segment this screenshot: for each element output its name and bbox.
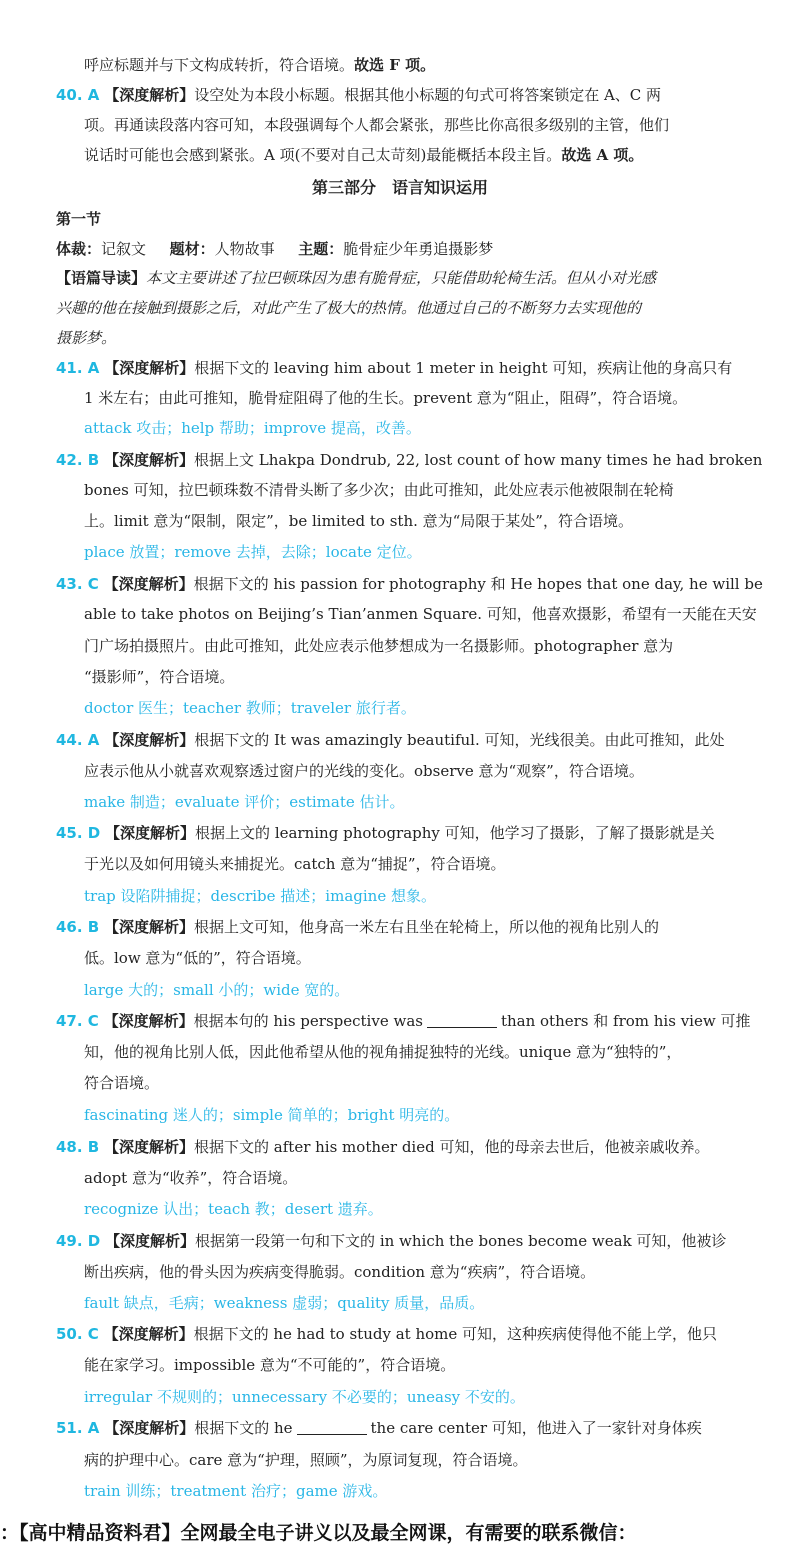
passage-meta [56,238,493,259]
analysis-tag: 【深度解析】 [104,359,195,377]
analysis-tag: 【深度解析】 [103,1012,194,1030]
question-51 [56,1418,702,1438]
analysis-text: 断出疾病，他的骨头因为疾病变得脆弱。condition 意为“疾病”，符合语境。 [84,1263,596,1281]
analysis-text: 门广场拍摄照片。由此可推知，此处应表示他梦想成为一名摄影师。photographer 意为 [84,637,674,655]
analysis-tag: 【深度解析】 [103,1325,194,1343]
answer-choice: 故选 F 项。 [354,56,436,74]
distractor-text: irregular 不规则的；unnecessary 不必要的；uneasy 不安的。 [84,1388,525,1406]
answer-blank [297,1434,367,1435]
question-number: 42. B [56,451,100,469]
analysis-text: 根据本句的 his perspective was [193,1012,423,1030]
analysis-text: 项。再通读段落内容可知，本段强调每个人都会紧张，那些比你高很多级别的主管，他们 [84,116,670,134]
footer-banner: ：【高中精品资料君】全网最全电子讲义以及最全网课，有需要的联系微信： [0,1522,637,1544]
topic-value: 人物故事 [214,240,275,258]
analysis-text: 根据下文的 leaving him about 1 meter in height 可知，疾病让他的身高只有 [194,359,733,377]
question-49 [56,1231,726,1251]
question-43 [56,574,763,594]
analysis-text: 根据下文的 after his mother died 可知，他的母亲去世后，他被亲戚收养。 [194,1138,710,1156]
analysis-tag: 【深度解析】 [104,918,195,936]
question-50 [56,1324,717,1344]
text: 说话时可能也会感到紧张。A 项(不要对自己太苛刻)最能概括本段主旨。 [84,146,562,164]
question-44 [56,730,725,750]
question-number: 45. D [56,824,101,842]
analysis-text: the care center 可知，他进入了一家针对身体疾 [370,1419,702,1437]
theme-label: 主题： [298,240,344,258]
analysis-text: 能在家学习。impossible 意为“不可能的”，符合语境。 [84,1356,456,1374]
distractor-text: doctor 医生；teacher 教师；traveler 旅行者。 [84,699,416,717]
question-number: 47. C [56,1012,99,1030]
analysis-text: 设空处为本段小标题。根据其他小标题的句式可将答案锁定在 A、C 两 [194,86,662,104]
intro-text: 摄影梦。 [56,329,117,347]
analysis-text: 1 米左右；由此可推知，脆骨症阻碍了他的生长。prevent 意为“阻止，阻碍”，符合语境。 [84,389,688,407]
analysis-tag: 【深度解析】 [105,1232,196,1250]
question-number: 49. D [56,1232,101,1250]
analysis-text [84,145,643,165]
analysis-tag: 【深度解析】 [103,575,194,593]
question-number: 43. C [56,575,99,593]
question-45 [56,823,715,843]
analysis-text: 于光以及如何用镜头来捕捉光。catch 意为“捕捉”，符合语境。 [84,855,506,873]
intro-tag: 【语篇导读】 [56,269,147,287]
question-42 [56,450,762,470]
analysis-text: 根据下文的 he [194,1419,293,1437]
question-number: 41. A [56,359,100,377]
distractor-text: trap 设陷阱捕捉；describe 描述；imagine 想象。 [84,887,436,905]
analysis-text: 根据上文的 learning photography 可知，他学习了摄影，了解了摄影就是关 [195,824,715,842]
analysis-text: 知，他的视角比别人低，因此他希望从他的视角捕捉独特的光线。unique 意为“独特的”， [84,1043,682,1061]
analysis-text: 根据下文的 he had to study at home 可知，这种疾病使得他不能上学，他只 [193,1325,718,1343]
analysis-text: 病的护理中心。care 意为“护理，照顾”，为原词复现，符合语境。 [84,1451,528,1469]
distractor-text: fault 缺点，毛病；weakness 虚弱；quality 质量，品质。 [84,1294,485,1312]
section-title: 第三部分 语言知识运用 [311,178,488,197]
analysis-tag: 【深度解析】 [104,1138,195,1156]
analysis-text: 低。low 意为“低的”，符合语境。 [84,949,311,967]
analysis-text: than others 和 from his view 可推 [500,1012,751,1030]
analysis-text: 上。limit 意为“限制，限定”，be limited to sth. 意为“局限于某处”，符合语境。 [84,512,633,530]
analysis-text: 符合语境。 [84,1074,160,1092]
distractor-text: train 训练；treatment 治疗；game 游戏。 [84,1482,388,1500]
analysis-text: 根据上文可知，他身高一米左右且坐在轮椅上，所以他的视角比别人的 [194,918,660,936]
analysis-tag: 【深度解析】 [104,451,195,469]
subsection-title: 第一节 [56,210,102,228]
analysis-text: 应表示他从小就喜欢观察透过窗户的光线的变化。observe 意为“观察”，符合语境。 [84,762,644,780]
answer-blank [427,1027,497,1028]
theme-value: 脆骨症少年勇追摄影梦 [343,240,494,258]
analysis-text: “摄影师”，符合语境。 [84,668,235,686]
genre-label: 体裁： [56,240,102,258]
analysis-tag: 【深度解析】 [104,731,195,749]
analysis-text: 根据下文的 It was amazingly beautiful. 可知，光线很美。由此可推知，此处 [194,731,725,749]
distractor-text: make 制造；evaluate 评价；estimate 估计。 [84,793,405,811]
question-number: 44. A [56,731,100,749]
genre-value: 记叙文 [101,240,147,258]
distractor-text: attack 攻击；help 帮助；improve 提高，改善。 [84,419,421,437]
answer-choice: 故选 A 项。 [561,146,644,164]
analysis-text: bones 可知，拉巴顿珠数不清骨头断了多少次；由此可推知，此处应表示他被限制在轮椅 [84,481,674,499]
analysis-tag: 【深度解析】 [104,86,195,104]
passage-intro [56,268,656,288]
question-number: 50. C [56,1325,99,1343]
analysis-tag: 【深度解析】 [104,1419,195,1437]
question-number: 48. B [56,1138,100,1156]
question-number: 51. A [56,1419,100,1437]
question-41 [56,358,732,378]
analysis-text: 根据下文的 his passion for photography 和 He hopes that one day, he will be [193,575,763,593]
distractor-text: large 大的；small 小的；wide 宽的。 [84,981,350,999]
distractor-text: fascinating 迷人的；simple 简单的；bright 明亮的。 [84,1106,460,1124]
question-number: 40. A [56,86,100,104]
analysis-text: 根据上文 Lhakpa Dondrub, 22, lost count of how many times he had broken [194,451,763,469]
continuation-line [84,55,435,75]
question-46 [56,917,659,937]
distractor-text: recognize 认出；teach 教；desert 遗弃。 [84,1200,383,1218]
question-number: 46. B [56,918,100,936]
distractor-text: place 放置；remove 去掉，去除；locate 定位。 [84,543,422,561]
intro-text: 本文主要讲述了拉巴顿珠因为患有脆骨症，只能借助轮椅生活。但从小对光感 [146,269,657,287]
analysis-text: able to take photos on Beijing’s Tian’anmen Square. 可知，他喜欢摄影，希望有一天能在天安 [84,605,757,623]
analysis-text: 根据第一段第一句和下文的 in which the bones become weak 可知，他被诊 [195,1232,727,1250]
question-47 [56,1011,750,1031]
topic-label: 题材： [169,240,215,258]
analysis-tag: 【深度解析】 [105,824,196,842]
analysis-text: adopt 意为“收养”，符合语境。 [84,1169,298,1187]
question-40 [56,85,661,105]
intro-text: 兴趣的他在接触到摄影之后，对此产生了极大的热情。他通过自己的不断努力去实现他的 [56,299,642,317]
text: 呼应标题并与下文构成转折，符合语境。 [84,56,355,74]
question-48 [56,1137,709,1157]
